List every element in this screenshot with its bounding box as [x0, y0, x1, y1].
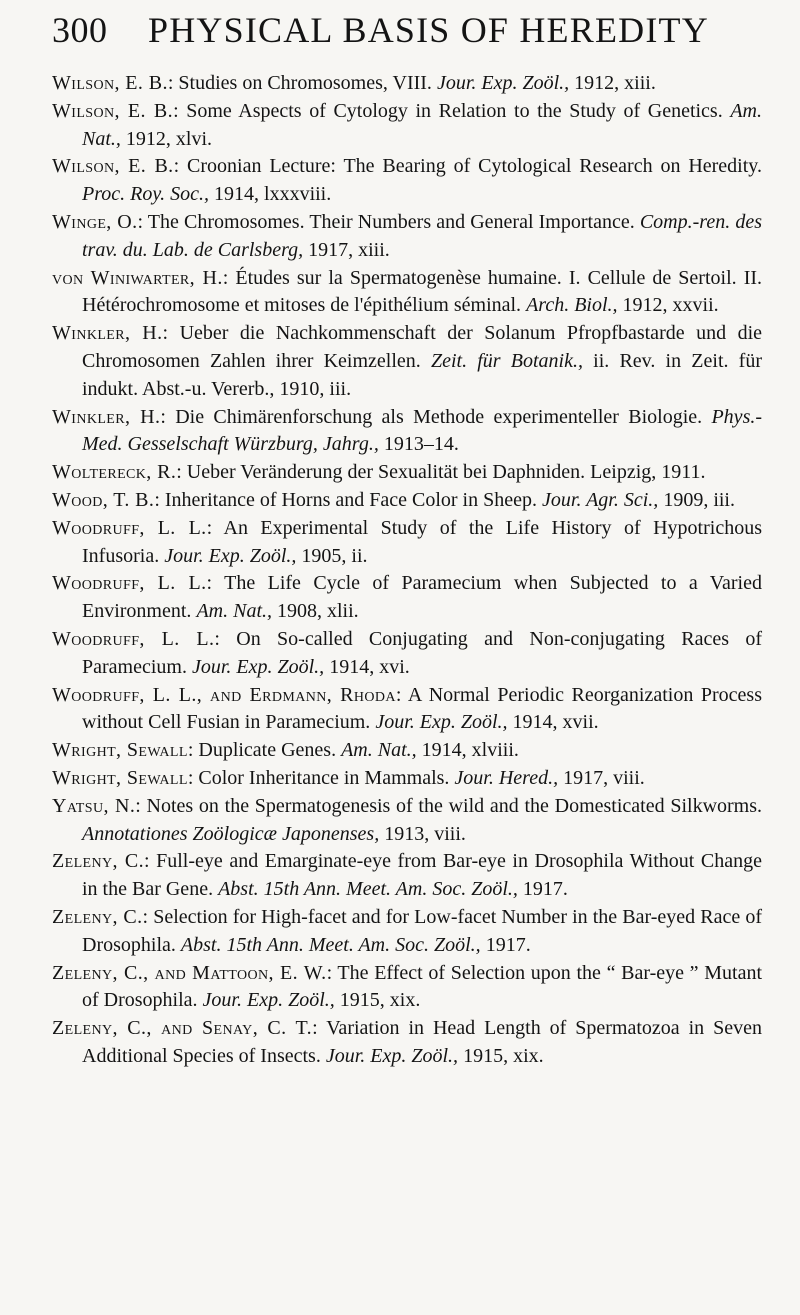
running-title: PHYSICAL BASIS OF HEREDITY: [148, 10, 709, 50]
bibliography-entry: [52, 70, 762, 98]
entry-journal: Jour. Agr. Sci.,: [542, 488, 659, 511]
entry-title: : Some Aspects of Cytology in Relation to the Study of Genetics.: [173, 99, 731, 122]
entry-author: Zeleny, C., and Senay, C. T.: [52, 1017, 313, 1040]
entry-title: : The Chromosomes. Their Numbers and General Importance.: [137, 210, 640, 233]
bibliography-entry: [52, 1015, 762, 1071]
entry-title: : Études sur la Spermatogenèse humaine. I. Cellule de Sertoil. II. Hétérochromosome et mitoses de l'épithélium séminal.: [82, 266, 763, 317]
entry-title: : Variation in Head Length of Spermatozoa in Seven Additional Species of Insects.: [82, 1017, 762, 1067]
entry-author: Wilson, E. B.: [52, 72, 168, 94]
entry-author: Woodruff, L. L.: [52, 627, 215, 650]
entry-title: : Selection for High-facet and for Low-facet Number in the Bar-eyed Race of Drosophila.: [82, 905, 762, 956]
bibliography-entry: [52, 459, 762, 487]
entry-title: : Die Chimärenforschung als Methode experimenteller Biologie.: [160, 405, 712, 428]
entry-details: 1912, xlvi.: [120, 127, 213, 150]
entry-details: 1909, iii.: [658, 488, 735, 511]
bibliography-entry: [52, 848, 762, 904]
entry-journal: Jour. Exp. Zoöl.,: [436, 72, 570, 94]
entry-journal: Jour. Hered.,: [454, 766, 559, 789]
bibliography-entry: [52, 570, 762, 626]
entry-author: Zeleny, C.: [52, 850, 144, 873]
entry-author: Winkler, H.: [52, 322, 163, 345]
entry-journal: Jour. Exp. Zoöl.,: [191, 655, 325, 678]
entry-journal: Jour. Exp. Zoöl.,: [325, 1044, 459, 1067]
entry-details: 1914, xvii.: [507, 711, 599, 734]
entry-title: : A Normal Periodic Reorganization Process without Cell Fusian in Paramecium.: [82, 683, 762, 734]
entry-author: Yatsu, N.: [52, 794, 136, 817]
bibliography-entry: [52, 320, 762, 403]
page-header: [52, 6, 758, 54]
entry-details: 1905, ii.: [296, 544, 368, 567]
entry-journal: Am. Nat.,: [82, 99, 762, 150]
page-number: 300: [52, 10, 108, 50]
entry-author: Woodruff, L. L.: [52, 572, 207, 595]
bibliography-entry: [52, 515, 762, 571]
entry-details: 1917, viii.: [558, 766, 645, 789]
bibliography-entry: [52, 904, 762, 960]
entry-title: : Studies on Chromosomes, VIII.: [167, 72, 437, 94]
entry-author: Winge, O.: [52, 210, 138, 233]
bibliography-entry: [52, 209, 762, 265]
entry-title: : Inheritance of Horns and Face Color in Sheep.: [154, 488, 542, 511]
entry-journal: Am. Nat.,: [196, 600, 272, 623]
bibliography-entry: [52, 960, 762, 1016]
entry-journal: Jour. Exp. Zoöl.,: [375, 711, 508, 734]
entry-title: : An Experimental Study of the Life History of Hypotrichous Infusoria.: [82, 516, 762, 567]
entry-details: 1914, xlviii.: [416, 739, 519, 762]
entry-journal: Zeit. für Botanik.,: [430, 349, 583, 372]
bibliography-entry: [52, 404, 762, 460]
entry-author: Wright, Sewall: [52, 766, 188, 789]
entry-author: Woodruff, L. L., and Erdmann, Rhoda: [52, 683, 396, 706]
entry-author: Zeleny, C., and Mattoon, E. W.: [52, 961, 327, 984]
entry-details: 1917, xiii.: [303, 238, 390, 261]
entry-journal: Abst. 15th Ann. Meet. Am. Soc. Zoöl.,: [218, 878, 518, 901]
bibliography-entry: [52, 765, 762, 793]
bibliography-entry: [52, 487, 762, 515]
entry-journal: Abst. 15th Ann. Meet. Am. Soc. Zoöl.,: [180, 933, 481, 956]
entry-author: Wilson, E. B.: [52, 99, 174, 122]
entry-details: 1913, viii.: [379, 822, 466, 845]
entry-details: 1914, lxxxviii.: [209, 183, 332, 206]
entry-journal: Phys.-Med. Gesselschaft Würzburg, Jahrg.,: [82, 405, 763, 456]
entry-author: Woodruff, L. L.: [52, 516, 207, 539]
entry-details: 1908, xlii.: [272, 600, 359, 623]
entry-title: : Duplicate Genes.: [187, 739, 342, 762]
entry-title: : Ueber Veränderung der Sexualität bei Daphniden. Leipzig, 1911.: [176, 461, 706, 484]
bibliography-entry: [52, 98, 762, 154]
entry-author: Wood, T. B.: [52, 488, 155, 511]
bibliography-entry: [52, 682, 762, 738]
entry-title: : Ueber die Nachkommenschaft der Solanum Pfropfbastarde und die Chromosomen Zahlen ihrer Keimzellen.: [82, 322, 762, 372]
entry-title: : Color Inheritance in Mammals.: [187, 766, 455, 789]
entry-journal: Comp.-ren. des trav. du. Lab. de Carlsberg,: [82, 210, 762, 261]
entry-author: Zeleny, C.: [52, 905, 143, 928]
entry-title: : Full-eye and Emarginate-eye from Bar-eye in Drosophila Without Change in the Bar Gene.: [82, 850, 763, 901]
entry-journal: Arch. Biol.,: [526, 294, 618, 317]
entry-journal: Annotationes Zoölogicæ Japonenses,: [82, 822, 380, 845]
entry-title: : Notes on the Spermatogenesis of the wild and the Domesticated Silkworms.: [135, 794, 763, 817]
entry-details: 1915, xix.: [334, 989, 421, 1012]
entry-details: 1917.: [517, 878, 568, 901]
entry-details: 1912, xiii.: [569, 72, 656, 94]
entry-journal: Proc. Roy. Soc.,: [82, 183, 210, 206]
entry-journal: Am. Nat.,: [341, 739, 417, 762]
entry-author: Winkler, H.: [52, 405, 161, 428]
entry-author: von Winiwarter, H.: [52, 266, 223, 289]
bibliography-entry: [52, 793, 762, 849]
entry-details: 1915, xix.: [458, 1044, 544, 1067]
entry-details: ii. Rev. in Zeit. für indukt. Abst.-u. Vererb., 1910, iii.: [82, 349, 762, 400]
entry-details: 1913–14.: [378, 433, 459, 456]
bibliography-entry: [52, 265, 762, 321]
entry-author: Wright, Sewall: [52, 739, 188, 762]
entry-author: Woltereck, R.: [52, 461, 177, 484]
entry-author: Wilson, E. B.: [52, 155, 174, 178]
entry-journal: Jour. Exp. Zoöl.,: [164, 544, 297, 567]
entry-title: : The Life Cycle of Paramecium when Subjected to a Varied Environment.: [82, 572, 762, 623]
entry-journal: Jour. Exp. Zoöl.,: [202, 989, 335, 1012]
entry-title: : Croonian Lecture: The Bearing of Cytological Research on Heredity.: [173, 155, 762, 178]
bibliography-entry: [52, 737, 762, 765]
bibliography-entry: [52, 153, 762, 209]
entry-title: : On So-called Conjugating and Non-conjugating Races of Paramecium.: [82, 627, 762, 678]
entry-details: 1912, xxvii.: [617, 294, 719, 317]
bibliography-list: [52, 70, 762, 1071]
entry-title: : The Effect of Selection upon the “ Bar-eye ” Mutant of Drosophila.: [82, 961, 763, 1012]
bibliography-entry: [52, 626, 762, 682]
entry-details: 1914, xvi.: [324, 655, 410, 678]
entry-details: 1917.: [480, 933, 531, 956]
